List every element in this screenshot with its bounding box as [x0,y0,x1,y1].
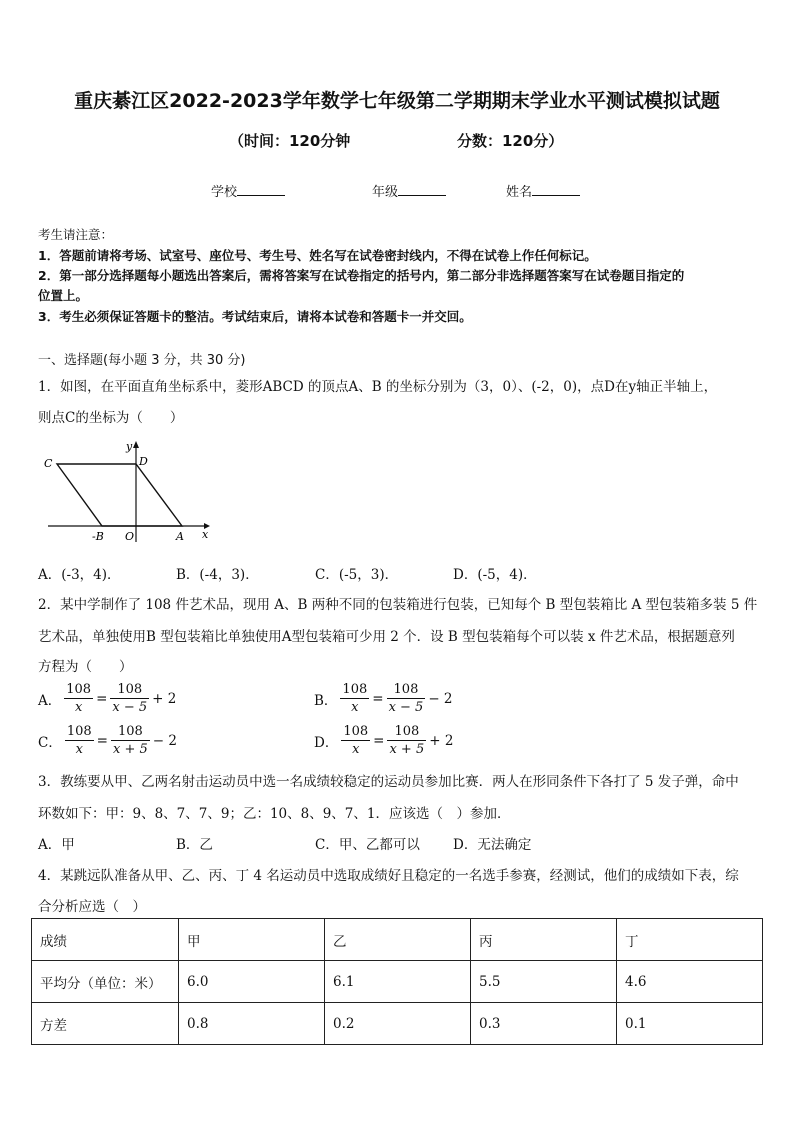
q3-option-a[interactable]: A．甲 [38,837,75,853]
name-field[interactable] [506,181,580,200]
table-cell: 5.5 [471,961,617,1003]
q3-option-c[interactable]: C．甲、乙都可以 [315,837,420,853]
table-cell: 成绩 [32,919,179,961]
q2-stem-line1: 2．某中学制作了 108 件艺术品，现用 A、B 两种不同的包装箱进行包装，已知每个 B 型包装箱比 A 型包装箱多装 5 件 [38,597,758,613]
label-y: y [126,440,133,453]
option-label: A． [38,692,62,709]
q1-option-c[interactable]: C．(-5，3)． [315,567,399,583]
grade-blank[interactable] [398,183,446,196]
q1-option-a[interactable]: A．(-3，4)． [38,567,121,583]
equation-tail: + 2 [152,690,177,707]
notice-item: 2．第一部分选择题每小题选出答案后，需将答案写在试卷指定的括号内，第二部分非选择题答案写在试卷题目指定的 [38,268,685,283]
q2-option-c[interactable]: C． $\frac{108}{x}$ = $\frac{108}{x + 5}$ − 2 [38,724,177,757]
table-cell: 4.6 [617,961,763,1003]
q1-option-d[interactable]: D．(-5，4)． [453,567,537,583]
table-cell: 平均分（单位：米） [32,961,179,1003]
grade-field[interactable] [372,181,446,200]
table-cell: 丙 [471,919,617,961]
q1-rhombus-figure [38,436,218,548]
q2-option-a[interactable]: A． $\frac{108}{x}$ = $\frac{108}{x - 5}$ + 2 [38,682,177,715]
school-label: 学校 [211,185,238,200]
table-cell: 6.1 [325,961,471,1003]
exam-score: 分数：120分） [457,132,564,150]
left-numerator: 108 [66,724,92,739]
left-denominator: x [74,700,83,715]
table-row [32,961,763,1003]
q4-stem-line1: 4．某跳远队准备从甲、乙、丙、丁 4 名运动员中选取成绩好且稳定的一名选手参赛，经测试，他们的成绩如下表，综 [38,868,739,884]
y-axis-arrow [133,441,139,448]
right-denominator: x + 5 [389,742,425,757]
right-numerator: 108 [110,681,149,699]
label-c: C [44,457,53,470]
q3-stem-line2: 环数如下：甲：9、8、7、7、9；乙：10、8、9、7、1．应该选（ ）参加． [38,806,511,822]
equation-tail: − 2 [428,690,453,707]
q1-option-b[interactable]: B．(-4，3)． [176,567,259,583]
q4-stem-line2: 合分析应选（ ） [38,899,146,915]
right-denominator: x − 5 [112,700,148,715]
equation-tail: + 2 [429,732,454,749]
left-numerator: 108 [66,682,92,697]
q3-option-b[interactable]: B．乙 [176,837,213,853]
q2-stem-line2: 艺术品，单独使用B 型包装箱比单独使用A型包装箱可少用 2 个．设 B 型包装箱每个可以装 x 件艺术品，根据题意列 [38,629,735,645]
label-x: x [202,528,209,541]
table-cell: 甲 [179,919,325,961]
right-numerator: 108 [111,723,150,741]
school-field[interactable] [211,181,285,200]
option-label: D． [314,734,339,751]
label-a: A [176,530,184,543]
table-cell: 0.8 [179,1003,325,1045]
left-denominator: x [351,700,359,715]
right-denominator: x + 5 [112,742,148,757]
q2-option-d[interactable]: D． $\frac{108}{x}$ = $\frac{108}{x + 5}$ + 2 [314,724,454,757]
table-cell: 6.0 [179,961,325,1003]
exam-title: 重庆綦江区2022-2023学年数学七年级第二学期期末学业水平测试模拟试题 [74,90,720,112]
table-cell: 乙 [325,919,471,961]
rhombus-abcd [57,464,182,526]
q3-stem-line1: 3．教练要从甲、乙两名射击运动员中选一名成绩较稳定的运动员参加比赛．两人在形同条件下各打了 5 发子弹，命中 [38,774,739,790]
notice-heading: 考生请注意： [38,227,114,242]
left-numerator: 108 [343,724,369,739]
left-denominator: x [352,742,360,757]
name-blank[interactable] [532,183,580,196]
name-label: 姓名 [506,185,533,200]
table-cell: 0.3 [471,1003,617,1045]
notice-item: 位置上。 [38,288,89,303]
left-numerator: 108 [342,682,368,697]
q4-score-table [31,918,763,1045]
right-denominator: x − 5 [388,700,424,715]
q1-stem-line2: 则点C的坐标为（ ） [38,410,184,426]
table-cell: 方差 [32,1003,179,1045]
q1-stem-line1: 1．如图，在平面直角坐标系中，菱形ABCD 的顶点A、B 的坐标分别为（3，0）、(-2，0)，点D在y轴正半轴上， [38,379,718,395]
q3-option-d[interactable]: D．无法确定 [453,837,532,853]
label-o: O [125,530,135,543]
school-blank[interactable] [237,183,285,196]
notice-item: 3．考生必须保证答题卡的整洁。考试结束后，请将本试卷和答题卡一并交回。 [38,309,472,324]
right-numerator: 108 [387,723,426,741]
grade-label: 年级 [372,185,399,200]
table-cell: 丁 [617,919,763,961]
right-numerator: 108 [387,681,426,699]
label-d: D [139,455,148,468]
notice-item: 1．答题前请将考场、试室号、座位号、考生号、姓名写在试卷密封线内，不得在试卷上作任何标记。 [38,248,597,263]
table-cell: 0.2 [325,1003,471,1045]
option-label: B． [314,692,338,709]
exam-time: （时间：120分钟 [229,132,351,150]
table-row [32,1003,763,1045]
section-heading: 一、选择题(每小题 3 分，共 30 分) [38,353,246,368]
left-denominator: x [75,742,83,757]
equation-tail: − 2 [152,732,177,749]
table-cell: 0.1 [617,1003,763,1045]
q2-stem-line3: 方程为（ ） [38,659,133,675]
q2-option-b[interactable]: B． $\frac{108}{x}$ = $\frac{108}{x - 5}$ − 2 [314,682,453,715]
option-label: C． [38,734,62,751]
label-b: -B [92,530,104,543]
table-header-row [32,919,763,961]
